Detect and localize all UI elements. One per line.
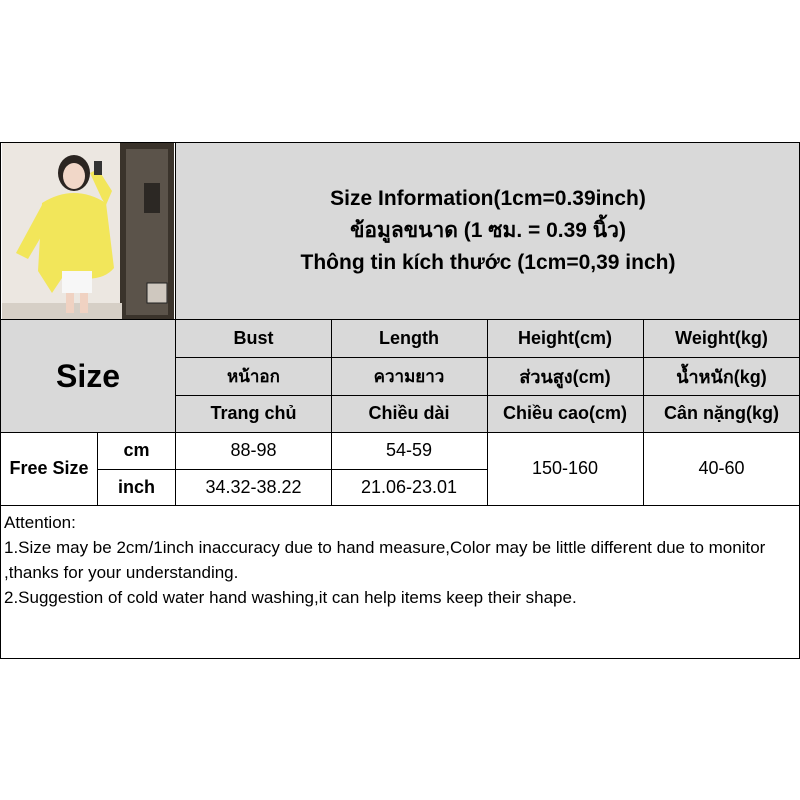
header-weight-th: น้ำหนัก(kg) — [676, 366, 767, 387]
length-inch-value: 21.06-23.01 — [360, 476, 458, 497]
bust-cm-value: 88-98 — [230, 440, 277, 460]
grid-line — [176, 395, 800, 396]
header-height-en: Height(cm) — [518, 328, 612, 348]
title-vietnamese: Thông tin kích thước (1cm=0,39 inch) — [300, 250, 676, 274]
header-length-vi: Chiều dài — [368, 403, 450, 423]
header-weight-vi: Cân nặng(kg) — [664, 403, 779, 423]
grid-line — [97, 469, 487, 470]
size-label: Size — [55, 357, 121, 394]
height-value: 150-160 — [531, 458, 599, 478]
grid-line — [0, 319, 800, 320]
header-weight-en: Weight(kg) — [675, 328, 768, 348]
unit-cm-label: cm — [123, 440, 150, 460]
grid-line — [175, 142, 176, 505]
grid-line — [176, 357, 800, 358]
header-length-th: ความยาว — [373, 366, 445, 386]
grid-line — [331, 320, 332, 505]
weight-value: 40-60 — [698, 458, 745, 478]
grid-line — [0, 432, 800, 433]
free-size-label: Free Size — [9, 458, 89, 478]
notes-line-1: 1.Size may be 2cm/1inch inaccuracy due to hand measure,Color may be little different due to monitor ,thanks for your understanding. — [4, 538, 766, 582]
unit-inch-label: inch — [117, 476, 155, 497]
header-bust-vi: Trang chủ — [210, 403, 297, 423]
length-cm-value: 54-59 — [385, 440, 433, 460]
grid-line — [0, 142, 800, 143]
header-height-vi: Chiều cao(cm) — [502, 403, 628, 423]
grid-line — [0, 142, 1, 659]
bust-inch-value: 34.32-38.22 — [205, 476, 302, 497]
product-photo — [2, 143, 174, 319]
title-english: Size Information(1cm=0.39inch) — [330, 186, 646, 210]
header-length-en: Length — [379, 328, 439, 348]
grid-line — [0, 505, 800, 506]
header-bust-en: Bust — [233, 328, 274, 348]
notes-line-2: 2.Suggestion of cold water hand washing,it can help items keep their shape. — [4, 588, 577, 607]
grid-line — [0, 658, 800, 659]
photo-illustration — [2, 143, 174, 319]
attention-notes — [4, 510, 796, 610]
header-bust-th: หน้าอก — [227, 366, 280, 386]
grid-line — [97, 432, 98, 505]
size-information-title — [176, 143, 800, 318]
header-height-th: ส่วนสูง(cm) — [519, 366, 611, 387]
notes-heading: Attention: — [4, 513, 76, 532]
title-thai: ข้อมูลขนาด (1 ซม. = 0.39 นิ้ว) — [350, 218, 626, 242]
grid-line — [487, 320, 488, 505]
grid-line — [643, 320, 644, 505]
